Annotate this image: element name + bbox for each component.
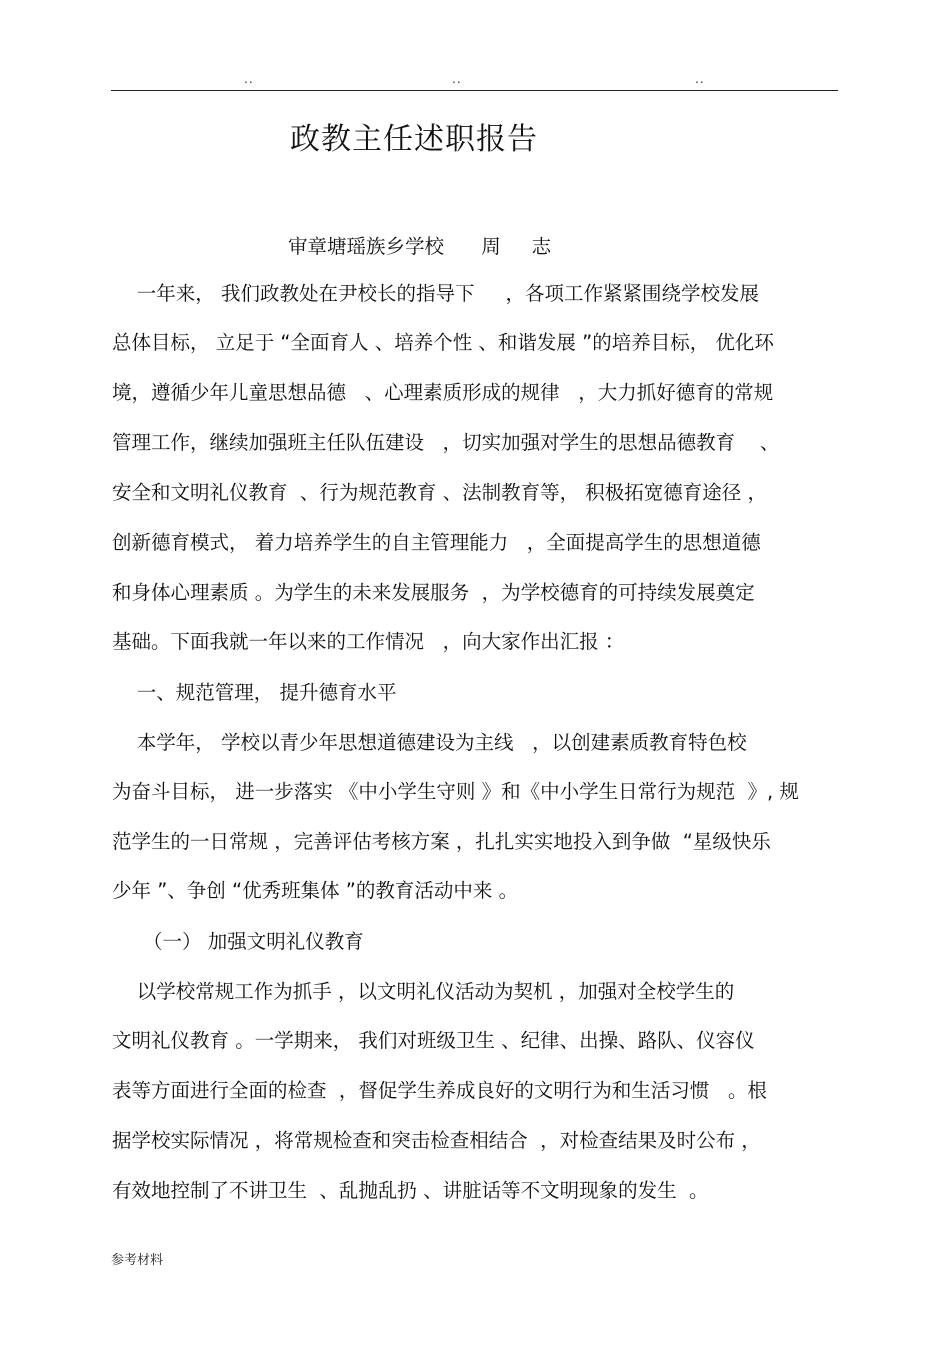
body-line: 表等方面进行全面的检查 ，督促学生养成良好的文明行为和生活习惯 。根: [112, 1079, 767, 1102]
body-line: 范学生的一日常规 ，完善评估考核方案 ，扎扎实实地投入到争做 “星级快乐: [112, 830, 771, 853]
header-dots-center: ..: [452, 72, 462, 86]
author-line: 审章塘瑶族乡学校 周 志: [288, 235, 552, 258]
header-dots-right: ..: [695, 72, 705, 86]
subsection-heading: （一） 加强文明礼仪教育: [112, 930, 364, 953]
body-line: 创新德育模式， 着力培养学生的自主管理能力 ，全面提高学生的思想道德: [112, 531, 761, 554]
footer-label: 参考材料: [111, 1253, 164, 1268]
body-line: 为奋斗目标， 进一步落实 《中小学生守则 》和《中小学生日常行为规范 》, 规: [112, 780, 799, 803]
body-line: 一年来， 我们政教处在尹校长的指导下 ，各项工作紧紧围绕学校发展: [112, 282, 759, 305]
body-line: 管理工作，继续加强班主任队伍建设 ，切实加强对学生的思想品德教育 、: [112, 431, 780, 454]
header-rule: [111, 90, 838, 91]
body-line: 有效地控制了不讲卫生 、乱抛乱扔 、讲脏话等不文明现象的发生 。: [112, 1179, 709, 1202]
body-line: 文明礼仪教育 。一学期来， 我们对班级卫生 、纪律、出操、路队、仪容仪: [112, 1029, 755, 1052]
body-line: 以学校常规工作为抓手 ，以文明礼仪活动为契机 ，加强对全校学生的: [112, 980, 735, 1003]
body-line: 据学校实际情况 ，将常规检查和突击检查相结合 ，对检查结果及时公布 ，: [112, 1129, 761, 1152]
body-line: 安全和文明礼仪教育 、行为规范教育 、法制教育等， 积极拓宽德育途径 ，: [112, 481, 767, 504]
body-line: 本学年， 学校以青少年思想道德建设为主线 ，以创建素质教育特色校: [112, 731, 747, 754]
header-dots-left: ..: [244, 72, 254, 86]
body-line: 境，遵循少年儿童思想品德 、心理素质形成的规律 ，大力抓好德育的常规: [112, 381, 774, 404]
section-heading: 一、规范管理， 提升德育水平: [112, 681, 397, 704]
document-title: 政教主任述职报告: [290, 122, 538, 157]
body-line: 总体目标， 立足于 “全面育人 、培养个性 、和谐发展 ”的培养目标， 优化环: [112, 331, 774, 354]
body-line: 少年 ”、争创 “优秀班集体 ”的教育活动中来 。: [112, 879, 519, 902]
body-line: 基础。下面我就一年以来的工作情况 ，向大家作出汇报 ：: [112, 630, 625, 653]
body-line: 和身体心理素质 。为学生的未来发展服务 ，为学校德育的可持续发展奠定: [112, 581, 755, 604]
